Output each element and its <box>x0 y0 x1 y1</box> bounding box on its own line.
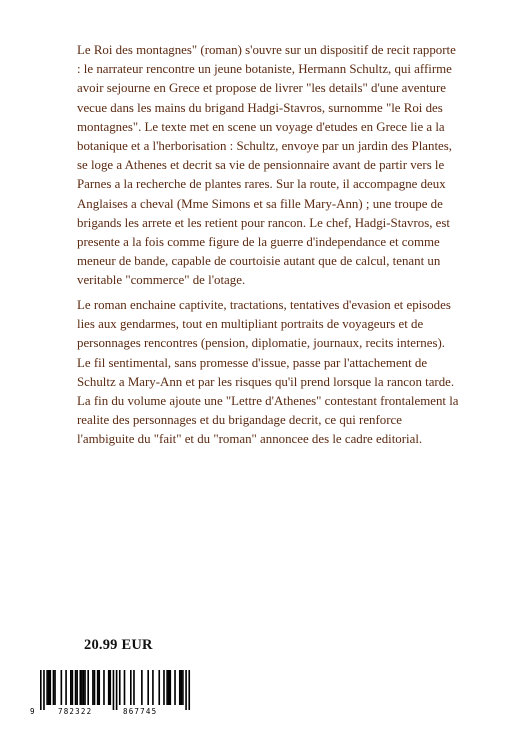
barcode-bar <box>181 670 183 705</box>
barcode-bar <box>65 670 67 705</box>
barcode-bar <box>97 670 99 705</box>
barcode-bar <box>83 670 85 705</box>
barcode-bar <box>174 670 176 705</box>
barcode-bar <box>94 670 96 705</box>
barcode-bar <box>54 670 56 705</box>
barcode-bar <box>185 670 187 710</box>
barcode-bar <box>43 670 45 710</box>
barcode-bar <box>141 670 143 705</box>
barcode-bar <box>76 670 78 705</box>
barcode-bar <box>61 670 63 705</box>
barcode-digits <box>28 707 208 719</box>
barcode-left-group: 782322 <box>58 707 93 716</box>
barcode-bar <box>49 670 51 705</box>
barcode-bar <box>75 670 77 705</box>
description-paragraph-1 <box>77 41 460 291</box>
barcode-bar <box>168 670 170 705</box>
barcode-bar <box>87 670 89 705</box>
barcode-bar <box>119 670 121 705</box>
barcode-bar <box>130 670 132 705</box>
price-label: 20.99 EUR <box>84 637 153 653</box>
barcode-bar <box>53 670 55 705</box>
barcode-bar <box>124 670 126 705</box>
barcode-bar <box>40 670 42 710</box>
barcode-bar <box>92 670 94 705</box>
barcode-bar <box>48 670 50 705</box>
barcode-first-digit: 9 <box>30 707 35 716</box>
barcode-bar <box>158 670 160 705</box>
barcode-bar <box>179 670 181 705</box>
description-paragraph-2 <box>77 296 460 450</box>
barcode-bar <box>108 670 110 705</box>
barcode-bar <box>113 670 115 710</box>
barcode-bar <box>103 670 105 705</box>
barcode-bar <box>188 670 190 710</box>
barcode-right-group: 867745 <box>123 707 158 716</box>
barcode-bar <box>72 670 74 705</box>
barcode-bar <box>133 670 135 705</box>
description-text-1: Le Roi des montagnes" (roman) s'ouvre sur un dispositif de recit rapporte : le narrateur rencontre un jeune botaniste, Hermann Schultz, qui affirme avoir sejourne en Grece et propose de livrer "les details" d'une aventure vecue dans les mains du brigand Hadgi-Stavros, surnomme "le Roi des montagnes". Le texte met en scene un voyage d'etudes en Grece lie a la botanique et a l'herborisation : Schultz, envoye par un jardin des Plantes, se loge a Athenes et decrit sa vie de pensionnaire avant de partir vers le Parnes a la recherche de plantes rares. Sur la route, il accompagne deux Anglaises a cheval (Mme Simons et sa fille Mary-Ann) ; une troupe de brigands les arrete et les retient pour rancon. Le chef, Hadgi-Stavros, est presente a la fois comme figure de la guerre d'independance et comme meneur de bande, capable de courtoisie autant que de calcul, tenant un veritable "commerce" de l'otage. <box>77 43 456 288</box>
barcode-bar <box>70 670 72 705</box>
barcode-bar <box>166 670 168 705</box>
barcode-bar <box>147 670 149 705</box>
barcode-bar <box>116 670 118 710</box>
barcode-bar <box>46 670 48 705</box>
barcode-bar <box>79 670 81 705</box>
barcode-bar <box>169 670 171 705</box>
barcode-bar <box>98 670 100 705</box>
barcode-bars <box>28 670 208 710</box>
barcode-bar <box>109 670 111 705</box>
barcode-bar <box>84 670 86 705</box>
barcode-bar <box>163 670 165 705</box>
description-text-2: Le roman enchaine captivite, tractations, tentatives d'evasion et episodes lies aux gendarmes, tout en multipliant portraits de voyageurs et de personnages rencontres (pension, diplomatie, journaux, recits internes). Le fil sentimental, sans promesse d'issue, passe par l'attachement de Schultz a Mary-Ann et par les risques qu'il prend lorsque la rancon tarde. La fin du volume ajoute une "Lettre d'Athenes" contestant frontalement la realite des personnages et du brigandage decrit, ce qui renforce l'ambiguite du "fait" et du "roman" annoncee des le cadre editorial. <box>77 298 459 447</box>
barcode-bar <box>152 670 154 705</box>
isbn-barcode <box>28 670 208 718</box>
barcode-bar <box>182 670 184 705</box>
barcode-bar <box>81 670 83 705</box>
